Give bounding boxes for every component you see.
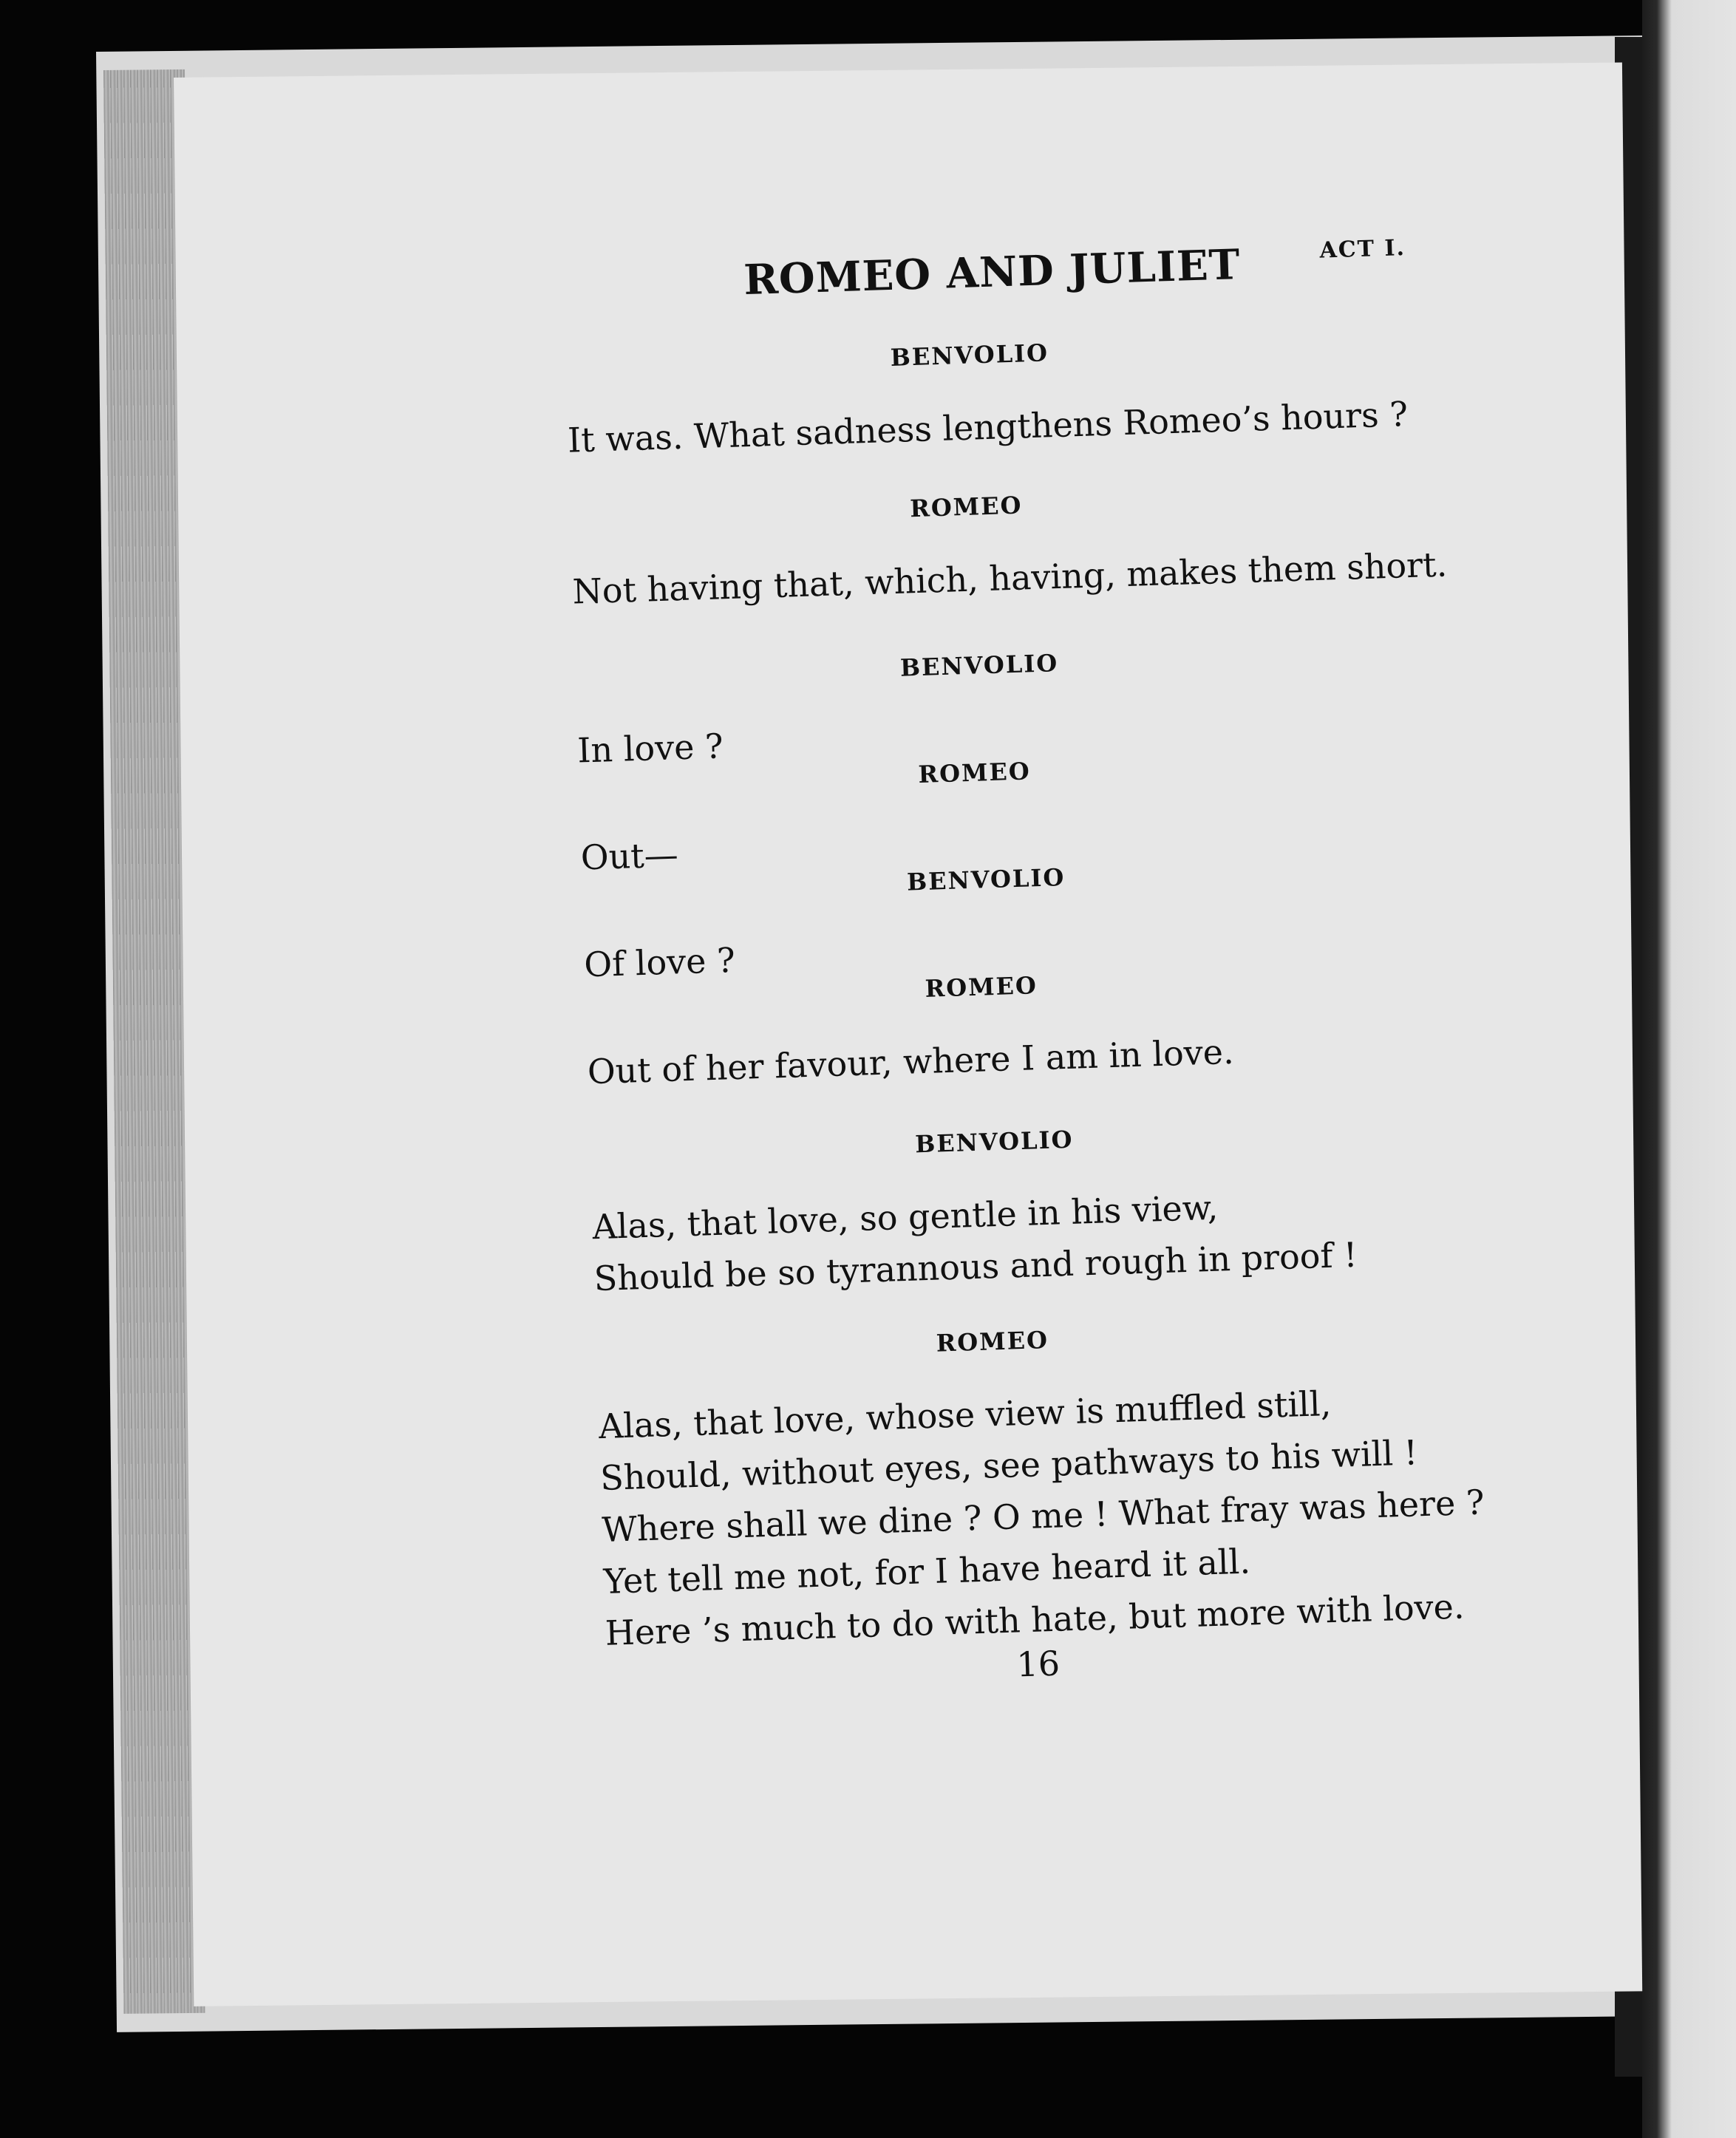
verse-line: Not having that, which, having, makes them short.	[571, 544, 1448, 612]
verse-line: Out—	[580, 834, 679, 878]
verse-line: Should, without eyes, see pathways to his will !	[599, 1432, 1419, 1499]
verse-line: Out of her favour, where I am in love.	[587, 1031, 1235, 1092]
speaker-name: ROMEO	[925, 971, 1038, 1003]
verse-line: Alas, that love, whose view is muffled still,	[598, 1383, 1332, 1447]
page-number: 16	[1015, 1643, 1061, 1685]
act-label: ACT I.	[1319, 235, 1406, 264]
verse-line: Alas, that love, so gentle in his view,	[591, 1187, 1219, 1247]
running-title: ROMEO AND JULIET	[743, 240, 1242, 305]
speaker-name: BENVOLIO	[906, 862, 1066, 896]
speaker-name: BENVOLIO	[890, 338, 1049, 372]
speaker-name: BENVOLIO	[899, 649, 1059, 682]
book-page	[174, 62, 1642, 2006]
verse-line: Yet tell me not, for I have heard it all.	[602, 1541, 1251, 1601]
verse-line: Of love ?	[583, 939, 736, 985]
verse-line: Here ’s much to do with hate, but more with love.	[605, 1586, 1466, 1653]
verse-line: Should be so tyrannous and rough in proof !	[593, 1234, 1358, 1299]
speaker-name: ROMEO	[917, 757, 1032, 789]
verse-line: Where shall we dine ? O me ! What fray was here ?	[601, 1482, 1485, 1550]
page-text	[154, 48, 1662, 2021]
verse-line: It was. What sadness lengthens Romeo’s hours ?	[567, 394, 1409, 460]
speaker-name: BENVOLIO	[914, 1125, 1074, 1159]
verse-line: In love ?	[576, 726, 724, 771]
speaker-name: ROMEO	[909, 491, 1023, 523]
speaker-name: ROMEO	[936, 1325, 1049, 1358]
